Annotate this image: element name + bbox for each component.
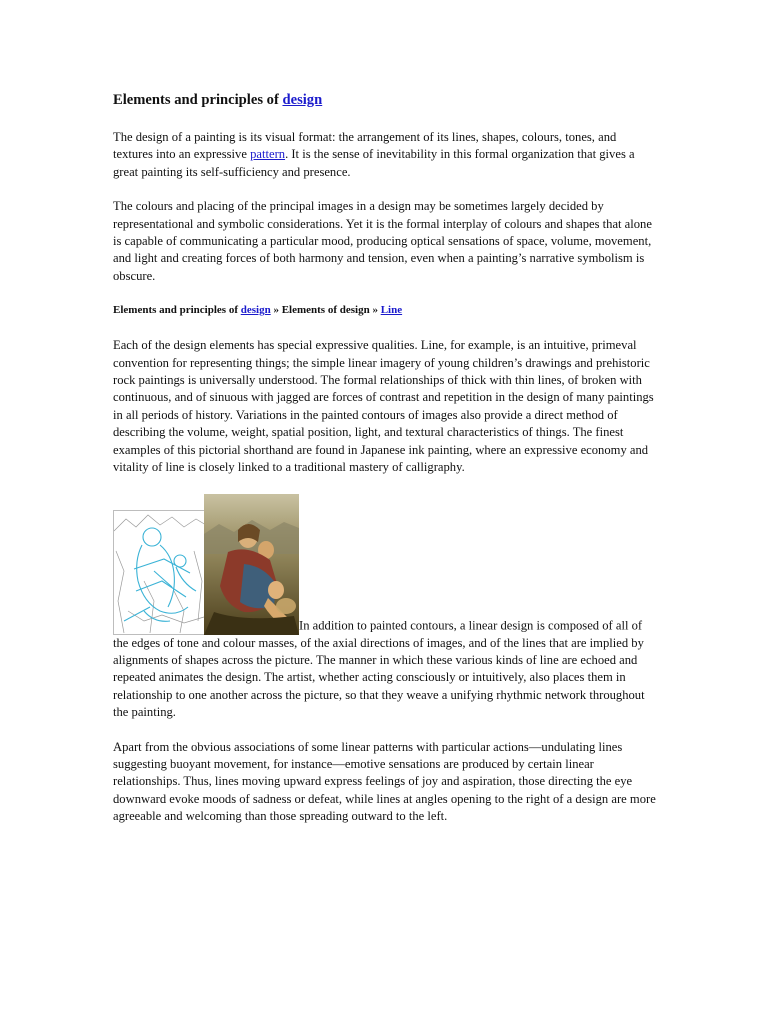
paragraph-emotive: Apart from the obvious associations of some linear patterns with particular actions—undulating lines suggesting buoyant movement, for instance—emotive sensations are produced by certain linear relationships. Thus, lines moving upward express feelings of joy and aspiration, those directing the eye downward evoke moods of sadness or defeat, while lines at angles opening to the right of a design are more agreeable and welcoming than those spreading outward to the left.: [113, 739, 656, 824]
para1-text-after: . It is the sense of inevitability in this formal organization that gives a great painting its self-sufficiency and presence.: [113, 147, 635, 179]
paragraph-intro: [113, 129, 658, 181]
paragraph-colours: The colours and placing of the principal images in a design may be sometimes largely decided by representational and symbolic considerations. Yet it is the formal interplay of colours and shapes that alone is capable of communicating a particular mood, producing optical sensations of space, volume, movement, and light and creating forces of both harmony and tension, even when a painting’s narrative symbolism is obscure.: [113, 199, 652, 283]
breadcrumb-prefix: Elements and principles of: [113, 304, 241, 317]
breadcrumb: [113, 302, 658, 318]
line-sketch-image: [113, 510, 207, 635]
title-text: Elements and principles of: [113, 92, 283, 108]
paragraph-line: Each of the design elements has special expressive qualities. Line, for example, is an intuitive, primeval convention for representing things; the simple linear imagery of young children’s drawings and prehistoric rock paintings is universally understood. The formal relationships of thick with thin lines, of broken with continuous, and of sinuous with jagged are forces of contrast and repetition in the design of many paintings in all periods of history. Variations in the painted contours of images also provide a direct method of describing the volume, weight, spatial position, light, and textural characteristics of things. The finest examples of this pictorial shorthand are found in Japanese ink painting, where an expressive economy and vitality of line is closely linked to a traditional mastery of calligraphy.: [113, 338, 654, 475]
page-title: [113, 90, 658, 110]
breadcrumb-middle: » Elements of design »: [270, 304, 381, 317]
para4-text: In addition to painted contours, a linear design is composed of all of the edges of tone and colour masses, of the axial directions of images, and of the lines that are implied by alignments of shapes across the picture. The manner in which these various kinds of line are echoed and repeated animates the design. The artist, whether acting consciously or intuitively, also places them in relationship to one another across the picture, so that they weave a unifying rhythmic network throughout the painting.: [113, 618, 645, 720]
figure-images: [113, 494, 299, 635]
paragraph-linear-design: [113, 494, 658, 722]
breadcrumb-design-link[interactable]: design: [240, 304, 271, 317]
painting-drawing: [204, 494, 299, 635]
breadcrumb-line-link[interactable]: Line: [380, 304, 403, 317]
painting-image: [204, 494, 299, 635]
article: [113, 90, 658, 843]
design-link[interactable]: design: [282, 92, 323, 108]
para1-text-before: The design of a painting is its visual format: the arrangement of its lines, shapes, colours, tones, and textures into an expressive: [113, 130, 617, 162]
line-sketch-drawing: [114, 511, 206, 634]
pattern-link[interactable]: pattern: [250, 147, 286, 162]
